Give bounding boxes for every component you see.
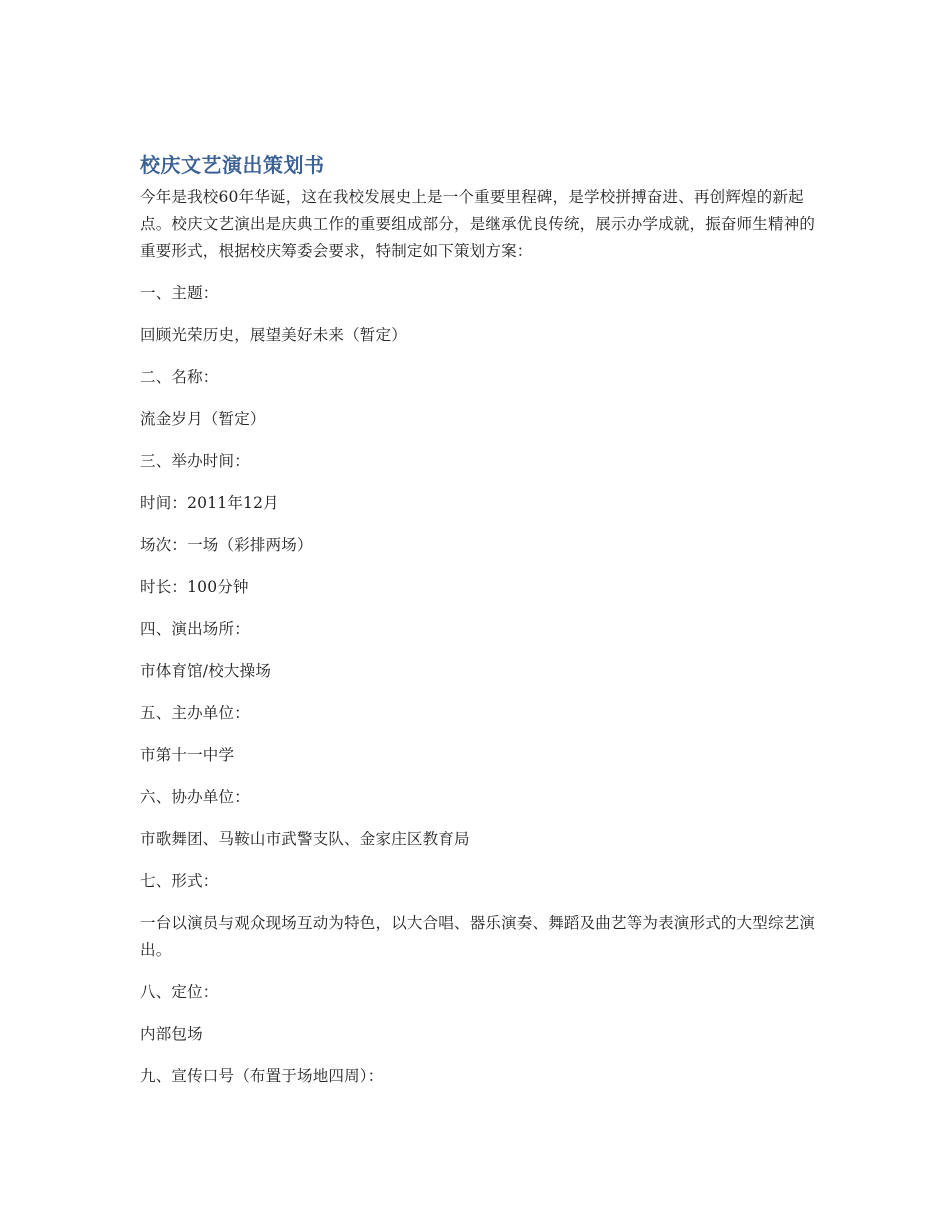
section-heading-time: 三、举办时间： — [140, 452, 250, 470]
time-text: 时间：2011年12月 — [140, 494, 279, 512]
intro-paragraph: 今年是我校60年华诞，这在我校发展史上是一个重要里程碑，是学校拼搏奋进、再创辉煌的新起点。校庆文艺演出是庆典工作的重要组成部分，是继承优良传统，展示办学成就，振奋师生精神的重要形式，根据校庆筹委会要求，特制定如下策划方案： — [140, 188, 816, 260]
section-heading-positioning: 八、定位： — [140, 983, 219, 1001]
section-heading-name: 二、名称： — [140, 368, 219, 386]
section-heading-host: 五、主办单位： — [140, 704, 250, 722]
host-text: 市第十一中学 — [140, 746, 235, 764]
section-heading-venue: 四、演出场所： — [140, 620, 250, 638]
sessions-text: 场次：一场（彩排两场） — [140, 536, 313, 554]
document-title: 校庆文艺演出策划书 — [140, 153, 325, 177]
cohost-text: 市歌舞团、马鞍山市武警支队、金家庄区教育局 — [140, 830, 470, 848]
section-heading-slogan: 九、宣传口号（布置于场地四周）： — [140, 1067, 384, 1085]
section-heading-format: 七、形式： — [140, 872, 219, 890]
theme-text: 回顾光荣历史，展望美好未来（暂定） — [140, 326, 407, 344]
duration-text: 时长：100分钟 — [140, 578, 249, 596]
document-page — [140, 150, 820, 1105]
format-text: 一台以演员与观众现场互动为特色，以大合唱、器乐演奏、舞蹈及曲艺等为表演形式的大型综艺演出。 — [140, 914, 816, 959]
venue-text: 市体育馆/校大操场 — [140, 662, 272, 680]
positioning-text: 内部包场 — [140, 1025, 203, 1043]
name-text: 流金岁月（暂定） — [140, 410, 266, 428]
section-heading-cohost: 六、协办单位： — [140, 788, 250, 806]
section-heading-theme: 一、主题： — [140, 284, 219, 302]
